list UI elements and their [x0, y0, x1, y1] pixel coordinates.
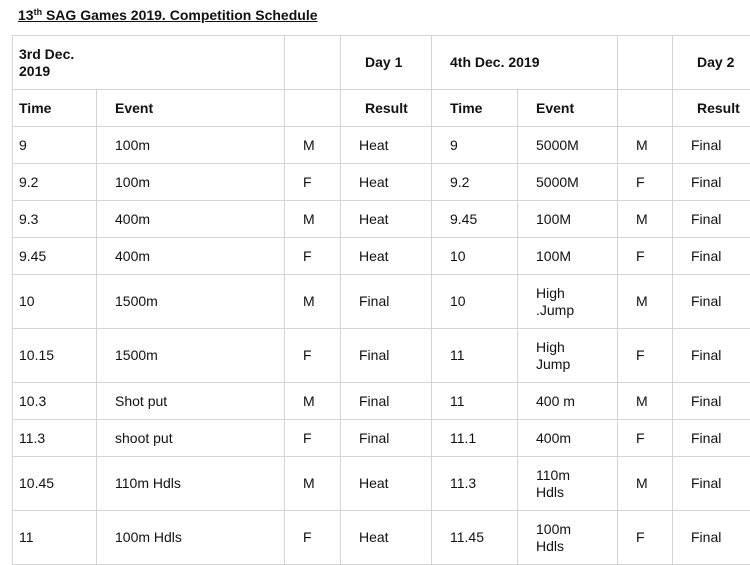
gender-cell: F: [618, 164, 673, 201]
time-cell: 11.3: [432, 457, 518, 511]
event-cell: 1500m: [97, 275, 285, 329]
result-cell: Final: [341, 329, 432, 383]
result-cell: Final: [673, 329, 750, 383]
header-empty-cell: [285, 36, 341, 90]
time-cell: 10: [432, 275, 518, 329]
time-cell: 9.45: [13, 238, 97, 275]
event-cell: 5000M: [518, 164, 618, 201]
table-row: [13, 238, 750, 275]
time-header: Time: [13, 90, 97, 127]
gender-cell: M: [285, 275, 341, 329]
gender-cell: M: [285, 383, 341, 420]
result-cell: Final: [673, 238, 750, 275]
result-cell: Heat: [341, 238, 432, 275]
event-cell: High .Jump: [518, 275, 618, 329]
table-row: [13, 164, 750, 201]
time-header: Time: [432, 90, 518, 127]
event-cell: 1500m: [97, 329, 285, 383]
gender-cell: M: [618, 201, 673, 238]
result-cell: Final: [673, 164, 750, 201]
title-ordinal: th: [34, 7, 43, 17]
gender-cell: F: [285, 238, 341, 275]
day1-date: 3rd Dec. 2019: [13, 36, 285, 90]
page-title: [18, 7, 318, 23]
event-cell: 100M: [518, 238, 618, 275]
time-cell: 9.45: [432, 201, 518, 238]
event-cell: High Jump: [518, 329, 618, 383]
gender-cell: F: [618, 420, 673, 457]
time-cell: 10: [432, 238, 518, 275]
table-row: [13, 420, 750, 457]
gender-cell: F: [618, 329, 673, 383]
time-cell: 9.2: [432, 164, 518, 201]
gender-cell: M: [285, 457, 341, 511]
time-cell: 11.45: [432, 511, 518, 565]
event-cell: Shot put: [97, 383, 285, 420]
table-row: [13, 383, 750, 420]
event-cell: 100m: [97, 164, 285, 201]
event-header: Event: [518, 90, 618, 127]
time-cell: 9.3: [13, 201, 97, 238]
result-cell: Final: [673, 127, 750, 164]
result-cell: Final: [673, 275, 750, 329]
time-cell: 9: [432, 127, 518, 164]
time-cell: 11: [432, 329, 518, 383]
schedule-table: [12, 35, 750, 565]
table-row: [13, 457, 750, 511]
event-header: Event: [97, 90, 285, 127]
time-cell: 11: [13, 511, 97, 565]
gender-cell: F: [285, 420, 341, 457]
result-cell: Final: [673, 201, 750, 238]
gender-cell: M: [618, 275, 673, 329]
date-header-row: [13, 36, 750, 90]
result-header: Result: [365, 100, 408, 116]
result-header: Result: [697, 100, 740, 116]
table-row: [13, 127, 750, 164]
column-header-row: [13, 90, 750, 127]
time-cell: 9: [13, 127, 97, 164]
result-cell: Final: [341, 275, 432, 329]
result-cell: Heat: [341, 457, 432, 511]
table-row: [13, 201, 750, 238]
table-row: [13, 275, 750, 329]
result-cell: Heat: [341, 201, 432, 238]
event-cell: 100m Hdls: [518, 511, 618, 565]
result-cell: Final: [673, 383, 750, 420]
event-cell: 110m Hdls: [97, 457, 285, 511]
gender-cell: F: [285, 164, 341, 201]
event-cell: 5000M: [518, 127, 618, 164]
event-cell: shoot put: [97, 420, 285, 457]
time-cell: 11.3: [13, 420, 97, 457]
gender-cell: F: [618, 238, 673, 275]
time-cell: 10: [13, 275, 97, 329]
header-empty-cell: [618, 90, 673, 127]
gender-cell: M: [618, 127, 673, 164]
time-cell: 10.3: [13, 383, 97, 420]
result-cell: Final: [673, 457, 750, 511]
result-cell: Heat: [341, 511, 432, 565]
event-cell: 100M: [518, 201, 618, 238]
table-row: [13, 329, 750, 383]
event-cell: 400m: [97, 201, 285, 238]
gender-cell: F: [285, 329, 341, 383]
event-cell: 400m: [97, 238, 285, 275]
gender-cell: M: [285, 201, 341, 238]
time-cell: 9.2: [13, 164, 97, 201]
gender-cell: F: [285, 511, 341, 565]
event-cell: 110m Hdls: [518, 457, 618, 511]
result-cell: Heat: [341, 164, 432, 201]
header-empty-cell: [285, 90, 341, 127]
time-cell: 11: [432, 383, 518, 420]
result-cell: Final: [673, 511, 750, 565]
result-cell: Final: [673, 420, 750, 457]
title-number: 13: [18, 7, 34, 23]
table-row: [13, 511, 750, 565]
time-cell: 10.45: [13, 457, 97, 511]
gender-cell: M: [285, 127, 341, 164]
event-cell: 100m: [97, 127, 285, 164]
event-cell: 400 m: [518, 383, 618, 420]
day1-label: Day 1: [365, 54, 402, 70]
gender-cell: F: [618, 511, 673, 565]
header-empty-cell: [618, 36, 673, 90]
time-cell: 11.1: [432, 420, 518, 457]
result-cell: Heat: [341, 127, 432, 164]
day2-label: Day 2: [697, 54, 734, 70]
result-cell: Final: [341, 420, 432, 457]
gender-cell: M: [618, 457, 673, 511]
event-cell: 400m: [518, 420, 618, 457]
schedule-body: [13, 36, 750, 565]
result-cell: Final: [341, 383, 432, 420]
event-cell: 100m Hdls: [97, 511, 285, 565]
time-cell: 10.15: [13, 329, 97, 383]
gender-cell: M: [618, 383, 673, 420]
title-text: SAG Games 2019. Competition Schedule: [42, 7, 317, 23]
day2-date: 4th Dec. 2019: [432, 36, 618, 90]
